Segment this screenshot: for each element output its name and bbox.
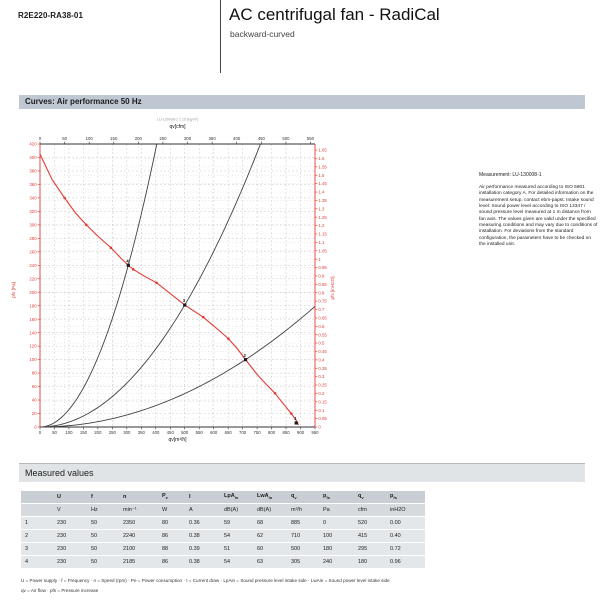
- tick-label-pa: 260: [29, 249, 37, 255]
- tick-label-cfm: 100: [85, 136, 93, 141]
- table-cell: 80: [158, 517, 185, 529]
- table-cell: $q_v$: [354, 491, 386, 503]
- footnote-line: qv = Air flow · pfs = Pressure increase: [21, 588, 99, 593]
- operating-point-label: 2: [243, 352, 246, 358]
- table-cell: 230: [53, 517, 87, 529]
- tick-label-pa: 320: [29, 208, 37, 214]
- section-header-curves: Curves: Air performance 50 Hz: [19, 95, 585, 109]
- page-subtitle: backward-curved: [230, 29, 295, 39]
- tick-label-pa: 200: [29, 289, 37, 295]
- tick-label-inh2o: 0.4: [318, 357, 325, 363]
- table-cell: 3: [21, 543, 53, 555]
- table-cell: 180: [319, 543, 354, 555]
- table-cell: V: [53, 504, 87, 516]
- tick-label-inh2o: 0.3: [318, 374, 325, 380]
- tick-label-m3h: 400: [152, 430, 160, 435]
- footnote-line: U = Power supply · f = Frequency · n = Speed (rpm) · Pe = Power consumption · I = Current draw · LpAin = Sound pressure level intake side · LwAin = Sound power level intake side: [21, 578, 390, 583]
- tick-label-inh2o: 1.2: [318, 223, 325, 229]
- header-divider: [220, 0, 221, 73]
- table-cell: 4: [21, 556, 53, 568]
- tick-label-m3h: 950: [311, 430, 319, 435]
- fan-curve-marker: [110, 246, 113, 249]
- table-cell: 0.38: [185, 530, 220, 542]
- tick-label-m3h: 50: [52, 430, 57, 435]
- tick-label-pa: 360: [29, 182, 37, 188]
- table-cell: 1: [21, 517, 53, 529]
- operating-point-label: 4: [126, 258, 129, 264]
- table-cell: 86: [158, 556, 185, 568]
- tick-label-inh2o: 0.15: [318, 399, 327, 405]
- table-cell: A: [185, 504, 220, 516]
- model-number: R2E220-RA38-01: [18, 11, 83, 20]
- table-cell: 0.40: [386, 530, 425, 542]
- tick-label-inh2o: 0.5: [318, 340, 325, 346]
- tick-label-inh2o: 1.05: [318, 248, 327, 254]
- tick-label-cfm: 450: [257, 136, 265, 141]
- table-cell: 0.96: [386, 556, 425, 568]
- tick-label-inh2o: 0: [318, 424, 321, 430]
- bottom-axis-title: qv[m³/h]: [168, 437, 187, 443]
- tick-label-inh2o: 0.6: [318, 323, 325, 329]
- table-cell: Hz: [87, 504, 119, 516]
- tick-label-inh2o: 1.5: [318, 172, 325, 178]
- table-cell: 0.36: [185, 517, 220, 529]
- tick-label-inh2o: 1.3: [318, 206, 325, 212]
- table-cell: 240: [319, 556, 354, 568]
- tick-label-inh2o: 0.1: [318, 407, 325, 413]
- table-cell: 305: [287, 556, 319, 568]
- tick-label-inh2o: 0.45: [318, 349, 327, 355]
- tick-label-m3h: 600: [210, 430, 218, 435]
- tick-label-inh2o: 0.7: [318, 307, 325, 313]
- table-cell: 415: [354, 530, 386, 542]
- tick-label-pa: 0: [34, 424, 37, 430]
- fan-curve-marker: [274, 392, 277, 395]
- table-cell: cfm: [354, 504, 386, 516]
- table-cell: 2: [21, 530, 53, 542]
- fan-curve-marker: [290, 412, 293, 415]
- left-axis-title: pfs [Pa]: [11, 282, 16, 298]
- tick-label-m3h: 250: [108, 430, 116, 435]
- tick-label-m3h: 500: [181, 430, 189, 435]
- tick-label-m3h: 650: [224, 430, 232, 435]
- tick-label-m3h: 150: [79, 430, 88, 435]
- tick-label-m3h: 350: [137, 430, 145, 435]
- operating-point-label: 3: [182, 298, 186, 304]
- table-cell: 62: [253, 530, 287, 542]
- table-cell: f: [87, 491, 119, 503]
- right-axis-title: pfs [inH2O]: [330, 276, 335, 300]
- measurement-id: Measurement: LU-130008-1: [479, 172, 542, 178]
- table-cell: W: [158, 504, 185, 516]
- table-cell: 295: [354, 543, 386, 555]
- tick-label-inh2o: 0.35: [318, 365, 327, 371]
- top-axis-title: qv[cfm]: [169, 124, 186, 130]
- tick-label-pa: 380: [29, 168, 37, 174]
- table-cell: $P_e$: [158, 491, 185, 503]
- chart-micro-note: LU-130008-1 1.15 [kg/m³]: [157, 117, 198, 122]
- table-cell: 54: [220, 556, 253, 568]
- tick-label-pa: 340: [29, 195, 37, 201]
- tick-label-inh2o: 0.9: [318, 273, 325, 279]
- tick-label-cfm: 0: [38, 136, 42, 141]
- table-header-row: [21, 491, 425, 503]
- tick-label-pa: 240: [29, 262, 37, 268]
- tick-label-cfm: 500: [282, 136, 290, 141]
- tick-label-m3h: 200: [94, 430, 102, 435]
- table-cell: 230: [53, 543, 87, 555]
- table-row: [21, 530, 425, 542]
- tick-label-m3h: 100: [65, 430, 73, 435]
- table-cell: 885: [287, 517, 319, 529]
- system-curve: [40, 144, 157, 427]
- tick-label-m3h: 450: [166, 430, 174, 435]
- table-cell: LwA$_{in}$: [253, 491, 287, 503]
- table-cell: 500: [287, 543, 319, 555]
- table-row: [21, 517, 425, 529]
- tick-label-m3h: 800: [267, 430, 276, 435]
- table-cell: 520: [354, 517, 386, 529]
- tick-label-inh2o: 0.2: [318, 391, 325, 397]
- operating-point: [127, 264, 130, 267]
- tick-label-cfm: 250: [159, 136, 167, 141]
- table-cell: $q_v$: [287, 491, 319, 503]
- table-cell: 230: [53, 530, 87, 542]
- table-cell: $p_{fs}$: [319, 491, 354, 503]
- table-cell: 710: [287, 530, 319, 542]
- table-cell: 50: [87, 543, 119, 555]
- tick-label-m3h: 900: [296, 430, 305, 435]
- table-cell: 2185: [119, 556, 158, 568]
- tick-label-m3h: 750: [253, 430, 261, 435]
- table-cell: $p_{fs}$: [386, 491, 425, 503]
- table-cell: inH2O: [386, 504, 425, 516]
- tick-label-pa: 180: [29, 303, 37, 309]
- fan-curve-marker: [202, 316, 205, 319]
- tick-label-inh2o: 0.65: [318, 315, 327, 321]
- measured-values-table: [21, 490, 425, 569]
- tick-label-inh2o: 0.75: [318, 298, 327, 304]
- table-cell: 2100: [119, 543, 158, 555]
- tick-label-inh2o: 0.85: [318, 281, 327, 287]
- tick-label-m3h: 300: [123, 430, 131, 435]
- tick-label-inh2o: 0.05: [318, 416, 327, 422]
- table-cell: 88: [158, 543, 185, 555]
- tick-label-inh2o: 0.25: [318, 382, 327, 388]
- table-cell: 50: [87, 530, 119, 542]
- operating-point-label: 1: [294, 416, 297, 422]
- system-curve: [40, 306, 315, 427]
- fan-curve-marker: [132, 268, 135, 271]
- table-cell: 63: [253, 556, 287, 568]
- tick-label-pa: 80: [31, 370, 37, 376]
- table-cell: 86: [158, 530, 185, 542]
- tick-label-inh2o: 1.4: [318, 189, 325, 195]
- tick-label-pa: 220: [29, 276, 37, 282]
- tick-label-cfm: 400: [233, 136, 241, 141]
- measurement-note-block: [479, 172, 598, 248]
- measurement-note-text: Air performance measured according to ISO 5801 installation category A. For detailed information on the measurement setup, contact ebm-papst. Intake sound level: Sound power level according to ISO 13347 / sound pressure level measured at 1 m distance from fan axis. The values given are valid under the specified measuring conditions and may vary due to conditions of installation. For deviations from the standard configuration, the parameters have to be checked on the installed unit.: [479, 185, 598, 247]
- tick-label-inh2o: 1.55: [318, 164, 327, 170]
- table-cell: 60: [253, 543, 287, 555]
- tick-label-m3h: 550: [195, 430, 203, 435]
- table-cell: I: [185, 491, 220, 503]
- table-cell: dB(A): [220, 504, 253, 516]
- tick-label-pa: 140: [29, 330, 37, 336]
- tick-label-inh2o: 0.95: [318, 265, 327, 271]
- table-cell: 230: [53, 556, 87, 568]
- table-cell: dB(A): [253, 504, 287, 516]
- table-cell: Pa: [319, 504, 354, 516]
- tick-label-inh2o: 1.65: [318, 147, 327, 153]
- fan-curve-marker: [85, 224, 88, 227]
- table-cell: 0.38: [185, 556, 220, 568]
- table-cell: 50: [87, 517, 119, 529]
- table-cell: U: [53, 491, 87, 503]
- table-cell: 54: [220, 530, 253, 542]
- tick-label-cfm: 350: [208, 136, 216, 141]
- air-performance-chart: [0, 110, 360, 455]
- fan-curve-marker: [63, 197, 66, 200]
- tick-label-inh2o: 1.15: [318, 231, 327, 237]
- tick-label-inh2o: 1.1: [318, 239, 325, 245]
- tick-label-inh2o: 1: [318, 256, 321, 262]
- table-cell: m³/h: [287, 504, 319, 516]
- tick-label-cfm: 300: [183, 136, 192, 141]
- tick-label-inh2o: 1.45: [318, 181, 327, 187]
- table-cell: LpA$_{in}$: [220, 491, 253, 503]
- tick-label-pa: 20: [31, 411, 37, 417]
- table-cell: 2240: [119, 530, 158, 542]
- table-cell: [21, 491, 53, 503]
- tick-label-pa: 280: [29, 235, 37, 241]
- tick-label-inh2o: 0.8: [318, 290, 325, 296]
- tick-label-pa: 160: [29, 316, 37, 322]
- tick-label-cfm: 150: [110, 136, 118, 141]
- tick-label-m3h: 700: [239, 430, 247, 435]
- tick-label-pa: 40: [31, 397, 37, 403]
- fan-curve: [40, 154, 299, 425]
- tick-label-pa: 60: [31, 384, 37, 390]
- table-cell: 100: [319, 530, 354, 542]
- tick-label-inh2o: 1.35: [318, 198, 327, 204]
- operating-point: [183, 303, 186, 306]
- table-cell: 0.00: [386, 517, 425, 529]
- tick-label-inh2o: 1.25: [318, 214, 327, 220]
- table-cell: min⁻¹: [119, 504, 158, 516]
- tick-label-pa: 100: [29, 357, 37, 363]
- tick-label-cfm: 200: [134, 136, 142, 141]
- table-cell: 50: [87, 556, 119, 568]
- tick-label-inh2o: 0.55: [318, 332, 327, 338]
- table-cell: 2350: [119, 517, 158, 529]
- operating-point: [244, 358, 247, 361]
- tick-label-inh2o: 1.6: [318, 156, 325, 162]
- table-cell: 0: [319, 517, 354, 529]
- table-cell: [21, 504, 53, 516]
- operating-point: [295, 421, 298, 424]
- table-row: [21, 556, 425, 568]
- table-cell: 180: [354, 556, 386, 568]
- table-cell: 51: [220, 543, 253, 555]
- tick-label-pa: 300: [29, 222, 37, 228]
- table-row: [21, 543, 425, 555]
- tick-label-pa: 420: [29, 141, 37, 147]
- fan-curve-marker: [227, 337, 230, 340]
- table-cell: 59: [220, 517, 253, 529]
- table-cell: 0.39: [185, 543, 220, 555]
- fan-curve-marker: [155, 282, 158, 285]
- tick-label-m3h: 0: [38, 430, 42, 435]
- page-title: AC centrifugal fan - RadiCal: [229, 5, 440, 24]
- tick-label-cfm: 550: [306, 136, 315, 141]
- tick-label-m3h: 850: [282, 430, 290, 435]
- tick-label-pa: 120: [29, 343, 37, 349]
- table-units-row: [21, 504, 425, 516]
- section-header-measured: Measured values: [19, 463, 585, 482]
- tick-label-pa: 400: [29, 155, 37, 161]
- system-curve: [40, 144, 260, 427]
- tick-label-cfm: 50: [62, 136, 67, 141]
- table-cell: 0.72: [386, 543, 425, 555]
- table-cell: n: [119, 491, 158, 503]
- table-cell: 68: [253, 517, 287, 529]
